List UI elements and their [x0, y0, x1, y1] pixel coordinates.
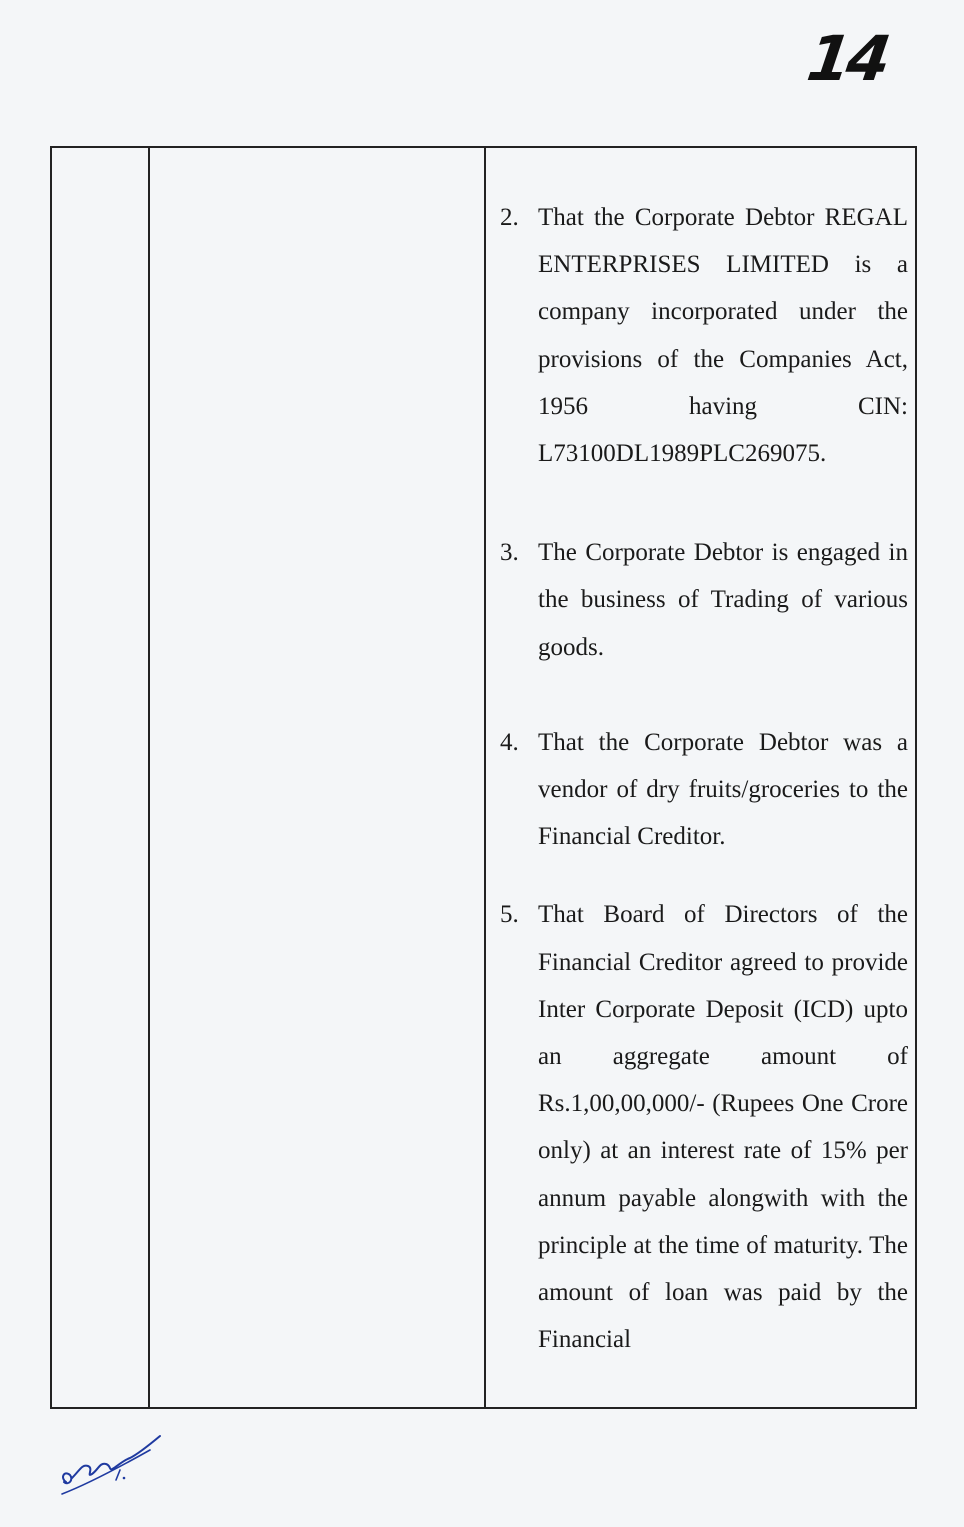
column-divider [484, 148, 486, 1407]
paragraph-4 [500, 719, 908, 861]
paragraph-text: That the Corporate Debtor REGAL ENTERPRISES LIMITED is a company incorporated under the provisions of the Companies Act, 1956 having CIN: L73100DL1989PLC269075. [538, 204, 908, 468]
paragraph-number: 4. [500, 728, 519, 756]
paragraph-number: 2. [500, 204, 519, 231]
signature [58, 1420, 168, 1500]
paragraph-text: That the Corporate Debtor was a vendor of dry fruits/groceries to the Financial Creditor. [538, 728, 908, 851]
paragraph-text: That Board of Directors of the Financial Creditor agreed to provide Inter Corporate Deposit (ICD) upto an aggregate amount of Rs.1,00,00,000/- (Rupees One Crore only) at an interest rate of 15% per annum payable alongwith with the principle at the time of maturity. The amount of loan was paid by the Financial [538, 901, 908, 1354]
page-number: 14 [802, 22, 892, 95]
paragraph-number: 3. [500, 539, 519, 567]
paragraph-number: 5. [500, 901, 519, 929]
paragraph-5 [500, 891, 908, 1363]
paragraph-3 [500, 529, 908, 671]
column-divider [148, 148, 150, 1407]
document-table [50, 146, 917, 1409]
paragraph-text: The Corporate Debtor is engaged in the business of Trading of various goods. [538, 539, 908, 661]
paragraph-2 [500, 194, 908, 477]
content-cell [500, 194, 908, 1363]
